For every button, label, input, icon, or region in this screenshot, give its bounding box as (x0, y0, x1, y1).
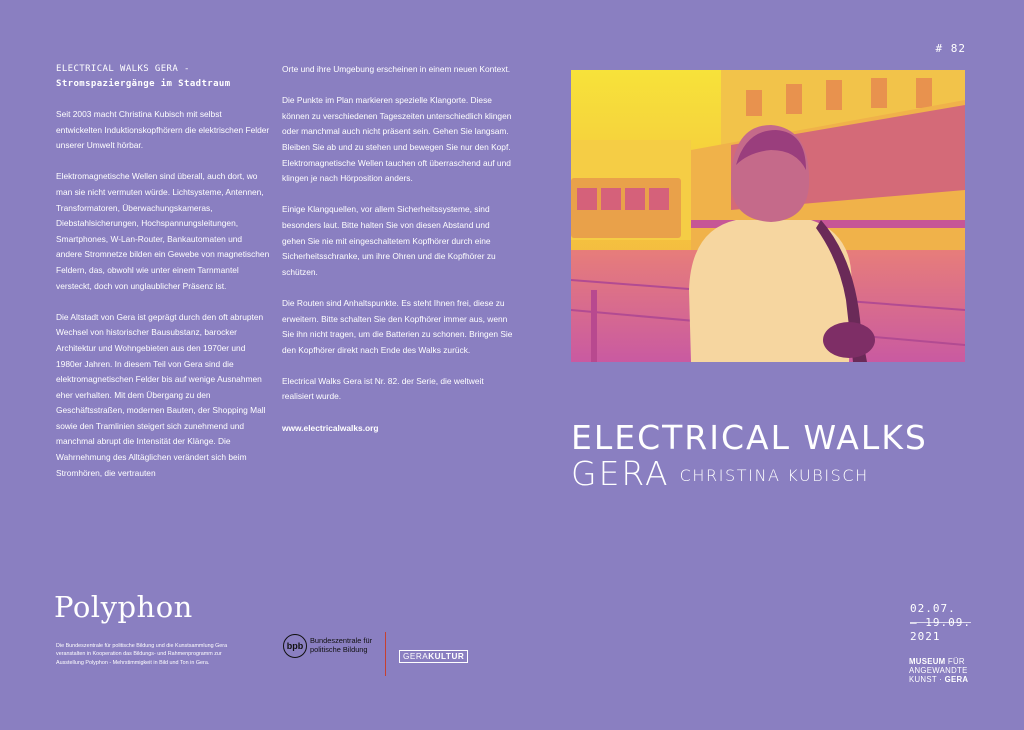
museum-line1-bold: MUSEUM (909, 657, 946, 666)
paragraph: Elektromagnetische Wellen sind überall, auch dort, wo man sie nicht vermuten würde. Lichtsysteme, Antennen, Transformatoren, Überwachungskameras, Diebstahlsicherungen, Hochspannungsleitungen, Smartphones, W-Lan-Router, Bankautomaten und andere Stromnetze bilden ein Gewebe von magnetischen Feldern, das, obwohl wie unter einem Tarnmantel versteckt, doch von unglaublicher Präsenz ist. (56, 171, 270, 291)
bpb-name-line2: politische Bildung (310, 645, 368, 654)
gera-kultur-light: GERA (403, 652, 429, 661)
museum-line2: ANGEWANDTE (909, 666, 968, 675)
paragraph: Seit 2003 macht Christina Kubisch mit selbst entwickelten Induktionskopfhörern die elektrischen Felder unserer Umwelt hörbar. (56, 109, 270, 151)
title-gera: GERA (571, 454, 670, 493)
heading-title: ELECTRICAL WALKS GERA - (56, 64, 190, 74)
museum-line1-rest: FÜR (947, 657, 965, 666)
paragraph: Die Punkte im Plan markieren spezielle Klangorte. Diese können zu verschiedenen Tageszeiten unterschiedlich klingen oder manchmal auch nicht präsent sein. Gehen Sie langsam. Bleiben Sie ab und zu stehen und bewegen Sie nur den Kopf. Elektromagnetische Wellen tauchen oft überraschend auf und klingen je nach Hörposition anders. (282, 95, 512, 184)
museum-line1 (909, 657, 968, 666)
artist-name: CHRISTINA KUBISCH (679, 465, 869, 485)
title-line-2 (571, 456, 928, 494)
date-end: – 19.09. (910, 616, 971, 629)
bpb-logo-block (283, 634, 372, 658)
date-year: 2021 (910, 630, 941, 643)
paragraph: Orte und ihre Umgebung erscheinen in einem neuen Kontext. (282, 64, 511, 74)
logo-divider (385, 632, 386, 676)
website-link[interactable]: www.electricalwalks.org (282, 422, 379, 433)
gera-kultur-bold: KULTUR (428, 652, 465, 661)
duotone-photo (571, 70, 965, 362)
credit-text: Die Bundeszentrale für politische Bildung und die Kunstsammlung Gera veranstalten in Kooperation das Bildungs- und Rahmenprogramm zur Ausstellung Polyphon - Mehrstimmigkeit in Bild und Ton in Gera. (56, 643, 228, 666)
bpb-name (310, 637, 372, 654)
museum-line3-light: KUNST · (909, 675, 943, 684)
date-start: 02.07. (910, 602, 956, 615)
title-line-1: ELECTRICAL WALKS (571, 418, 928, 457)
museum-line3-bold: GERA (944, 675, 969, 684)
text-column-right (282, 62, 514, 452)
issue-number: # 82 (935, 42, 966, 55)
gera-kultur-logo (399, 650, 468, 663)
exhibition-dates (910, 602, 971, 644)
polyphon-logo: Polyphon (54, 590, 193, 624)
text-column-left (56, 62, 270, 497)
paragraph: Electrical Walks Gera ist Nr. 82. der Serie, die weltweit realisiert wurde. (282, 375, 484, 402)
bpb-name-line1: Bundeszentrale für (310, 636, 373, 646)
paragraph: Die Routen sind Anhaltspunkte. Es steht Ihnen frei, diese zu erweitern. Bitte schalten Sie den Kopfhörer immer aus, wenn Sie ihn nicht tragen, um die Batterien zu schonen. Bringen Sie den Kopfhörer direkt nach Ende des Walks zurück. (282, 297, 513, 355)
heading-subtitle: Stromspaziergänge im Stadtraum (56, 79, 231, 89)
museum-line3 (909, 675, 968, 684)
bpb-logo-icon: bpb (283, 634, 307, 658)
paragraph: Einige Klangquellen, vor allem Sicherheitssysteme, sind besonders laut. Bitte halten Sie von diesen Abstand und gehen Sie nie mit eingeschaltetem Kopfhörer durch eine Sicherheitsschranke, um ihre Ohren und die Kopfhörer zu schützen. (282, 204, 496, 277)
exhibition-title (571, 420, 928, 494)
photo-illustration (571, 70, 965, 362)
paragraph: Die Altstadt von Gera ist geprägt durch den oft abrupten Wechsel von historischer Bausubstanz, barocker Architektur und Wohngebieten aus den 1970er und 1980er Jahren. In diesem Teil von Gera sind die elektromagnetischen Felder bis auf wenige Ausnahmen eher verhalten. Mit dem Übergang zu den Geschäftsstraßen, modernen Bauten, der Shopping Mall sowie den Tramlinien steigert sich zunehmend und manchmal abrupt die Intensität der Klänge. Die Wahrnehmung des Alltäglichen verändert sich beim Stromhören, die vertrauten (56, 311, 266, 478)
section-heading (56, 62, 270, 92)
museum-logo (909, 657, 968, 684)
